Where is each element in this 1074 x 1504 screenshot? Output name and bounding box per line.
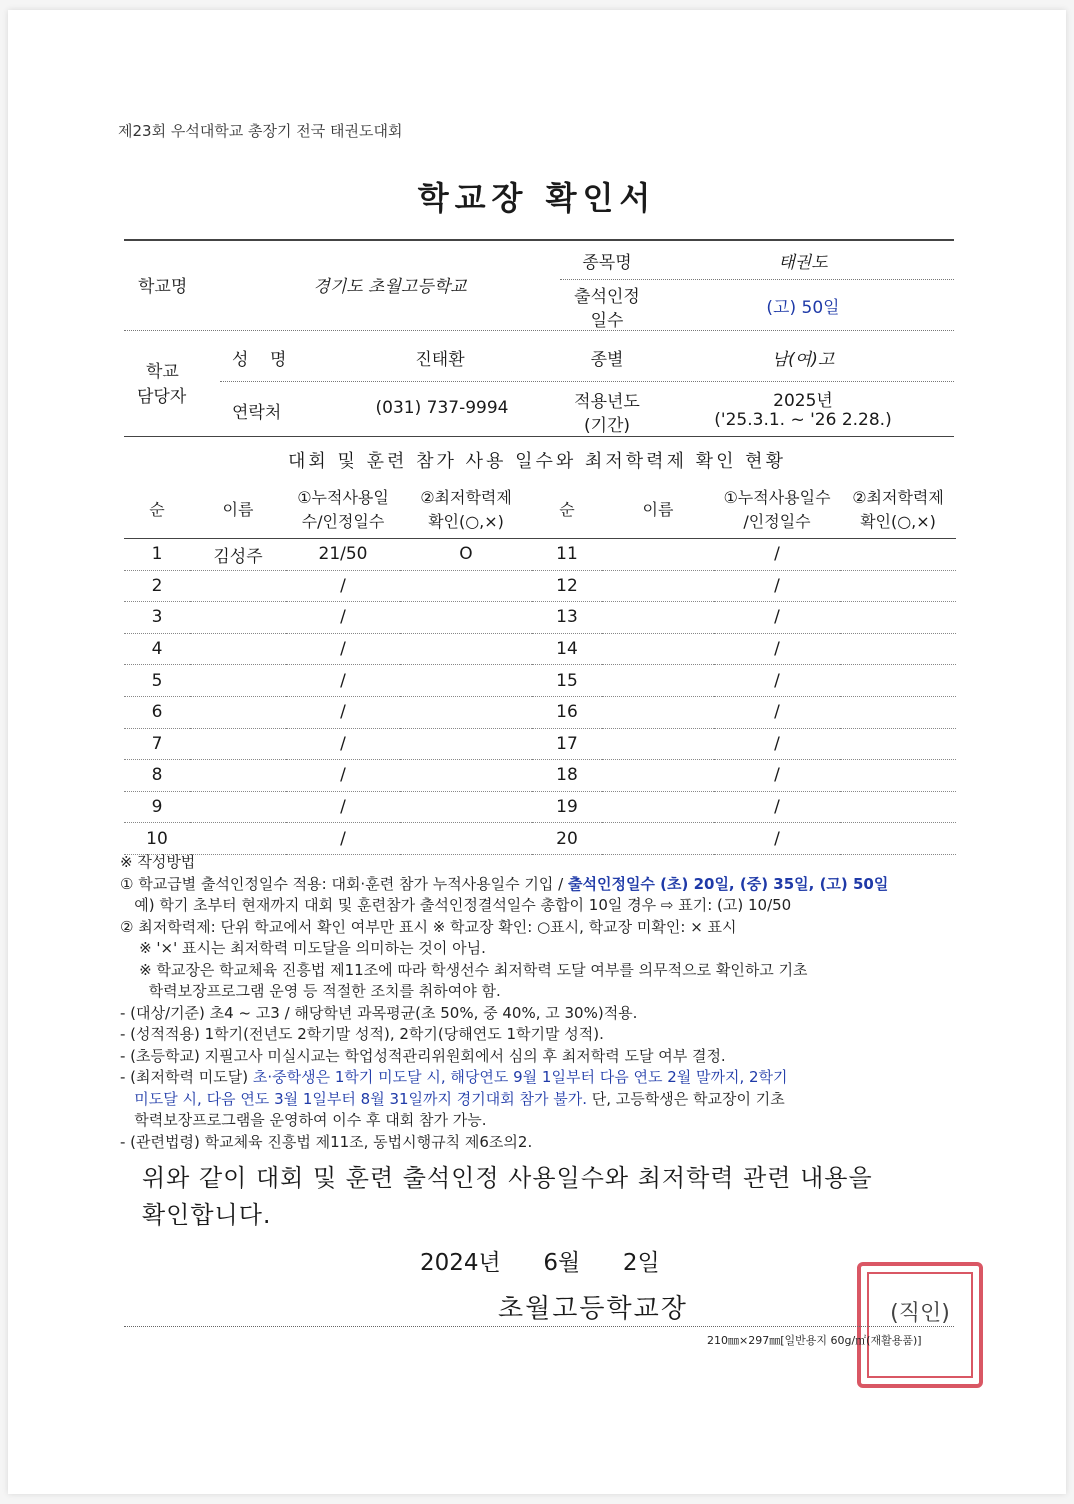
student-name bbox=[602, 760, 714, 792]
student-name bbox=[190, 696, 286, 728]
student-name bbox=[190, 570, 286, 602]
note-2-a: ※ '×' 표시는 최저학력 미도달을 의미하는 것이 아님. bbox=[120, 939, 486, 957]
days-cell: / bbox=[714, 760, 840, 792]
check-cell bbox=[400, 791, 532, 823]
document-title: 학교장 확인서 bbox=[417, 179, 657, 217]
row-number: 12 bbox=[532, 570, 602, 602]
date-month: 6월 bbox=[543, 1250, 581, 1276]
row-number: 20 bbox=[532, 823, 602, 855]
contact-group-label-2: 담당자 bbox=[137, 387, 187, 407]
student-name bbox=[190, 602, 286, 634]
signatory: 초월고등학교장 bbox=[498, 1294, 688, 1324]
student-name bbox=[602, 823, 714, 855]
check-cell bbox=[400, 665, 532, 697]
info-rule bbox=[220, 381, 954, 382]
name-value: 진태환 bbox=[415, 350, 465, 370]
table-row bbox=[124, 696, 956, 728]
info-rule bbox=[560, 279, 954, 280]
year-value: 2025년 bbox=[773, 391, 833, 411]
attendance-label: 출석인정 bbox=[574, 287, 640, 307]
student-name bbox=[190, 728, 286, 760]
days-cell: / bbox=[286, 633, 400, 665]
note-1: ① 학교급별 출석인정일수 적용: 대회·훈련 참가 누적사용일수 기입 / 출석인정일수 (초) 20일, (중) 35일, (고) 50일 bbox=[120, 874, 889, 893]
info-bottom-rule bbox=[124, 436, 954, 437]
gender-label: 종별 bbox=[590, 350, 624, 370]
col-check: ②최저학력제 확인(○,×) bbox=[400, 482, 532, 539]
note-d1: - (대상/기준) 초4 ~ 고3 / 해당학년 과목평균(초 50%, 중 40%, 고 30%)적용. bbox=[120, 1003, 638, 1022]
issue-date bbox=[420, 1244, 660, 1277]
date-day: 2일 bbox=[622, 1250, 660, 1276]
days-cell: / bbox=[286, 728, 400, 760]
col-name-right: 이름 bbox=[602, 482, 714, 539]
check-cell bbox=[840, 602, 956, 634]
sport-value: 태권도 bbox=[778, 253, 828, 273]
student-name bbox=[602, 665, 714, 697]
row-number: 18 bbox=[532, 760, 602, 792]
row-number: 4 bbox=[124, 633, 190, 665]
student-name bbox=[190, 665, 286, 697]
note-1-example: 예) 학기 초부터 현재까지 대회 및 훈련참가 출석인정결석일수 총합이 10일 경우 ⇨ 표기: (고) 10/50 bbox=[120, 896, 792, 914]
col-no: 순 bbox=[124, 482, 190, 539]
student-name bbox=[602, 570, 714, 602]
student-name bbox=[602, 633, 714, 665]
check-cell bbox=[400, 696, 532, 728]
check-cell bbox=[400, 760, 532, 792]
note-d5: - (관련법령) 학교체육 진흥법 제11조, 동법시행규칙 제6조의2. bbox=[120, 1132, 533, 1151]
row-number: 5 bbox=[124, 665, 190, 697]
days-cell: / bbox=[286, 570, 400, 602]
table-row bbox=[124, 570, 956, 602]
note-2-b: ※ 학교장은 학교체육 진흥법 제11조에 따라 학생선수 최저학력 도달 여부를 의무적으로 확인하고 기초 bbox=[120, 960, 808, 979]
row-number: 19 bbox=[532, 791, 602, 823]
col-no-right: 순 bbox=[532, 482, 602, 539]
row-number: 1 bbox=[124, 539, 190, 571]
check-cell bbox=[840, 728, 956, 760]
table-row bbox=[124, 633, 956, 665]
table-row bbox=[124, 823, 956, 855]
school-value: 경기도 초월고등학교 bbox=[313, 277, 467, 297]
paper-spec: 210㎜×297㎜[일반용지 60g/㎡(재활용품)] bbox=[707, 1334, 922, 1347]
check-cell bbox=[840, 760, 956, 792]
days-cell: / bbox=[714, 539, 840, 571]
row-number: 15 bbox=[532, 665, 602, 697]
note-d4: - (최저학력 미도달) 초·중학생은 1학기 미도달 시, 해당연도 9월 1일부터 다음 연도 2월 말까지, 2학기 bbox=[120, 1068, 788, 1086]
row-number: 13 bbox=[532, 602, 602, 634]
check-cell: O bbox=[400, 539, 532, 571]
attendance-value: (고) 50일 bbox=[766, 298, 840, 318]
days-cell: / bbox=[714, 696, 840, 728]
seal-label: (직인) bbox=[890, 1301, 950, 1326]
check-cell bbox=[840, 570, 956, 602]
col-days: ①누적사용일 수/인정일수 bbox=[286, 482, 400, 539]
table-row bbox=[124, 728, 956, 760]
gender-value: 남(여)고 bbox=[771, 350, 835, 370]
table-header-row bbox=[124, 482, 956, 539]
table-row bbox=[124, 760, 956, 792]
table-row bbox=[124, 602, 956, 634]
check-cell bbox=[400, 602, 532, 634]
check-cell bbox=[840, 696, 956, 728]
days-cell: / bbox=[714, 665, 840, 697]
check-cell bbox=[840, 539, 956, 571]
student-name bbox=[190, 760, 286, 792]
row-number: 2 bbox=[124, 570, 190, 602]
check-cell bbox=[840, 823, 956, 855]
row-number: 16 bbox=[532, 696, 602, 728]
student-name bbox=[602, 696, 714, 728]
info-rule bbox=[124, 330, 954, 331]
contact-group-label: 학교 bbox=[146, 362, 179, 382]
note-d4-cont: 미도달 시, 다음 연도 3월 1일부터 8월 31일까지 경기대회 참가 불가. 단, 고등학생은 학교장이 기초 bbox=[120, 1089, 785, 1108]
student-name bbox=[602, 791, 714, 823]
col-check-right: ②최저학력제 확인(○,×) bbox=[840, 482, 956, 539]
table-row bbox=[124, 539, 956, 571]
attendance-label-2: 일수 bbox=[590, 311, 624, 331]
student-name bbox=[602, 728, 714, 760]
official-seal-stamp bbox=[857, 1262, 983, 1388]
row-number: 10 bbox=[124, 823, 190, 855]
row-number: 17 bbox=[532, 728, 602, 760]
status-table bbox=[124, 482, 956, 855]
student-name bbox=[190, 633, 286, 665]
check-cell bbox=[400, 570, 532, 602]
days-cell: 21/50 bbox=[286, 539, 400, 571]
table-row bbox=[124, 665, 956, 697]
year-label-2: (기간) bbox=[583, 416, 631, 436]
days-cell: / bbox=[286, 823, 400, 855]
notes-heading: ※ 작성방법 bbox=[120, 853, 196, 871]
confirmation-text bbox=[142, 1160, 873, 1234]
footer-rule bbox=[124, 1326, 954, 1327]
days-cell: / bbox=[714, 791, 840, 823]
days-cell: / bbox=[714, 633, 840, 665]
row-number: 3 bbox=[124, 602, 190, 634]
student-name: 김성주 bbox=[190, 539, 286, 571]
check-cell bbox=[400, 633, 532, 665]
year-label: 적용년도 bbox=[574, 392, 640, 412]
row-number: 6 bbox=[124, 696, 190, 728]
competition-name: 제23회 우석대학교 총장기 전국 태권도대회 bbox=[118, 122, 403, 140]
days-cell: / bbox=[286, 696, 400, 728]
days-cell: / bbox=[286, 791, 400, 823]
name-label: 성 명 bbox=[232, 350, 287, 370]
note-2: ② 최저학력제: 단위 학교에서 확인 여부만 표시 ※ 학교장 확인: ○표시, 학교장 미확인: × 표시 bbox=[120, 917, 737, 936]
note-d4-end: 학력보장프로그램을 운영하여 이수 후 대회 참가 가능. bbox=[120, 1111, 487, 1129]
note-2-c: 학력보장프로그램 운영 등 적절한 조치를 취하여야 함. bbox=[120, 982, 501, 1000]
col-days-right: ①누적사용일수 /인정일수 bbox=[714, 482, 840, 539]
year-period: ('25.3.1. ~ '26 2.28.) bbox=[714, 410, 892, 430]
days-cell: / bbox=[286, 760, 400, 792]
col-name: 이름 bbox=[190, 482, 286, 539]
row-number: 14 bbox=[532, 633, 602, 665]
date-year: 2024년 bbox=[420, 1250, 501, 1276]
student-name bbox=[190, 823, 286, 855]
days-cell: / bbox=[714, 570, 840, 602]
row-number: 7 bbox=[124, 728, 190, 760]
check-cell bbox=[840, 633, 956, 665]
check-cell bbox=[400, 823, 532, 855]
days-cell: / bbox=[286, 602, 400, 634]
check-cell bbox=[400, 728, 532, 760]
student-name bbox=[190, 791, 286, 823]
days-cell: / bbox=[714, 728, 840, 760]
phone-label: 연락처 bbox=[232, 403, 282, 423]
student-name bbox=[602, 602, 714, 634]
sport-label: 종목명 bbox=[582, 253, 632, 273]
check-cell bbox=[840, 791, 956, 823]
row-number: 9 bbox=[124, 791, 190, 823]
info-top-rule bbox=[124, 239, 954, 241]
confirmation-line: 확인합니다. bbox=[142, 1201, 272, 1229]
instructions bbox=[120, 852, 965, 1153]
school-label: 학교명 bbox=[138, 277, 188, 297]
row-number: 8 bbox=[124, 760, 190, 792]
confirmation-line: 위와 같이 대회 및 훈련 출석인정 사용일수와 최저학력 관련 내용을 bbox=[142, 1164, 873, 1192]
phone-value: (031) 737-9994 bbox=[375, 398, 509, 418]
days-cell: / bbox=[714, 823, 840, 855]
student-name bbox=[602, 539, 714, 571]
status-subtitle: 대회 및 훈련 참가 사용 일수와 최저학력제 확인 현황 bbox=[288, 451, 786, 472]
check-cell bbox=[840, 665, 956, 697]
days-cell: / bbox=[286, 665, 400, 697]
days-cell: / bbox=[714, 602, 840, 634]
table-row bbox=[124, 791, 956, 823]
row-number: 11 bbox=[532, 539, 602, 571]
note-d3: - (초등학교) 지필고사 미실시교는 학업성적관리위원회에서 심의 후 최저학력 도달 여부 결정. bbox=[120, 1046, 726, 1065]
note-d2: - (성적적용) 1학기(전년도 2학기말 성적), 2학기(당해연도 1학기말 성적). bbox=[120, 1025, 604, 1043]
